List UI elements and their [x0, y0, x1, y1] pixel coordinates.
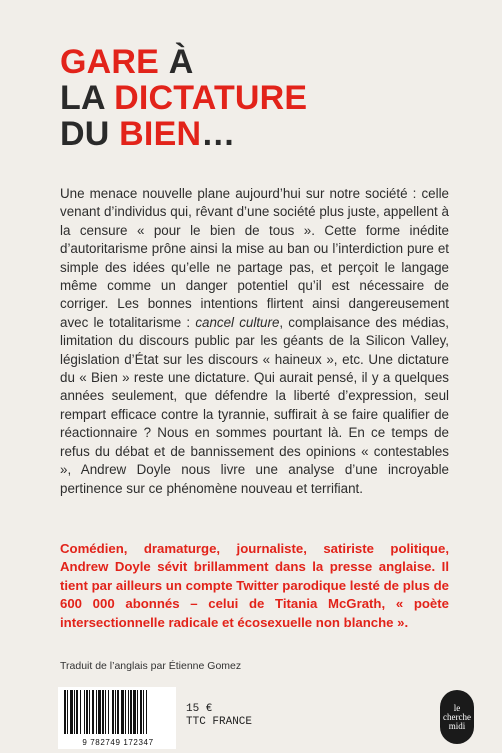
barcode-bar: [140, 690, 142, 734]
title-word-dictature: DICTATURE: [114, 79, 308, 117]
title-word-du: DU: [60, 115, 110, 153]
isbn-number: 9 782749 172347: [82, 738, 154, 747]
blurb-part-2: , complaisance des médias, limitation du discours public par les géants de la Silicon Valley, législation d’État sur les discours « haineux », etc. Une dictature du « Bien » reste une dictature. Qui aurait pensé, il y a quelques années seulement, que défendre la liberté d’expression, seul rempart efficace contre la tyrannie, suffirait à se faire qualifier de réactionnaire ? Nous en sommes pourtant là. En ce temps de refus du débat et de bannissement des opinions « contestables », Andrew Doyle nous livre une analyse d’une incroyable pertinence sur ce phénomène nouveau et terrifiant.: [60, 314, 450, 496]
blurb-italic-term: cancel culture: [195, 314, 280, 330]
logo-line-1: le: [453, 702, 461, 713]
barcode-bar: [115, 690, 116, 734]
author-bio: Comédien, dramaturge, journaliste, satiriste politique, Andrew Doyle sévit brillamment dans la presse anglaise. Il tient par ailleurs un compte Twitter parodique lesté de plus de 600 000 abonnés – celui de Titania McGrath, « poète intersectionnelle radicale et écosexuelle non blanche ».: [60, 541, 449, 630]
title-line-2: [60, 80, 307, 116]
blurb-paragraph: [60, 185, 449, 498]
barcode-bar: [117, 690, 119, 734]
barcode-bar: [89, 690, 90, 734]
blurb-part-1: Une menace nouvelle plane aujourd’hui sur notre société : celle venant d’individus qui, rêvant d’une société plus juste, appellent à la censure « pour le bien de tous ». Cette forme inédite d’autoritarisme prône ainsi la mise au ban ou l’interdiction pure et simple des idées qu’elle ne partage pas, et perçoit le langage même comme un danger potentiel qu’il est nécessaire de corriger. Les bonnes intentions flirtent ainsi dangereusement avec le totalitarisme :: [60, 186, 449, 330]
barcode-bar: [108, 690, 109, 734]
barcode-bar: [84, 690, 85, 734]
barcode-bar: [102, 690, 104, 734]
barcode-bar: [146, 690, 147, 734]
barcode-bar: [133, 690, 136, 734]
logo-line-3: midi: [448, 720, 466, 731]
title-word-bien: BIEN: [119, 115, 202, 153]
logo-line-2: cherche: [443, 711, 471, 722]
barcode-bar: [125, 690, 126, 734]
barcode-bar: [76, 690, 78, 734]
price-label: TTC FRANCE: [186, 716, 253, 728]
barcode-bar: [80, 690, 81, 734]
title-word-gare: GARE: [60, 43, 160, 81]
barcode-bar: [86, 690, 88, 734]
title-ellipsis: …: [201, 115, 236, 153]
barcode-bar: [67, 690, 68, 734]
translator-credit: Traduit de l’anglais par Étienne Gomez: [60, 660, 242, 672]
title-line-1: [60, 44, 307, 80]
barcode-bar: [64, 690, 66, 734]
barcode-bar: [98, 690, 101, 734]
barcode-bar: [121, 690, 124, 734]
title-line-3: [60, 116, 307, 152]
barcode-bar: [112, 690, 114, 734]
barcode-bar: [130, 690, 132, 734]
barcode-bar: [128, 690, 129, 734]
barcode-bar: [74, 690, 75, 734]
title-word-la: LA: [60, 79, 105, 117]
publisher-logo: [440, 690, 474, 744]
barcode-bars: [62, 690, 172, 734]
price-amount: 15 €: [186, 703, 213, 715]
price-block: [186, 703, 252, 729]
book-title: [60, 44, 307, 152]
barcode-bar: [70, 690, 73, 734]
blurb-text: [60, 185, 449, 498]
barcode-bar: [96, 690, 97, 734]
barcode-bar: [137, 690, 138, 734]
isbn-barcode: [58, 687, 176, 749]
barcode-bar: [143, 690, 144, 734]
barcode-bar: [105, 690, 106, 734]
title-word-a: À: [168, 43, 194, 81]
barcode-bar: [92, 690, 94, 734]
